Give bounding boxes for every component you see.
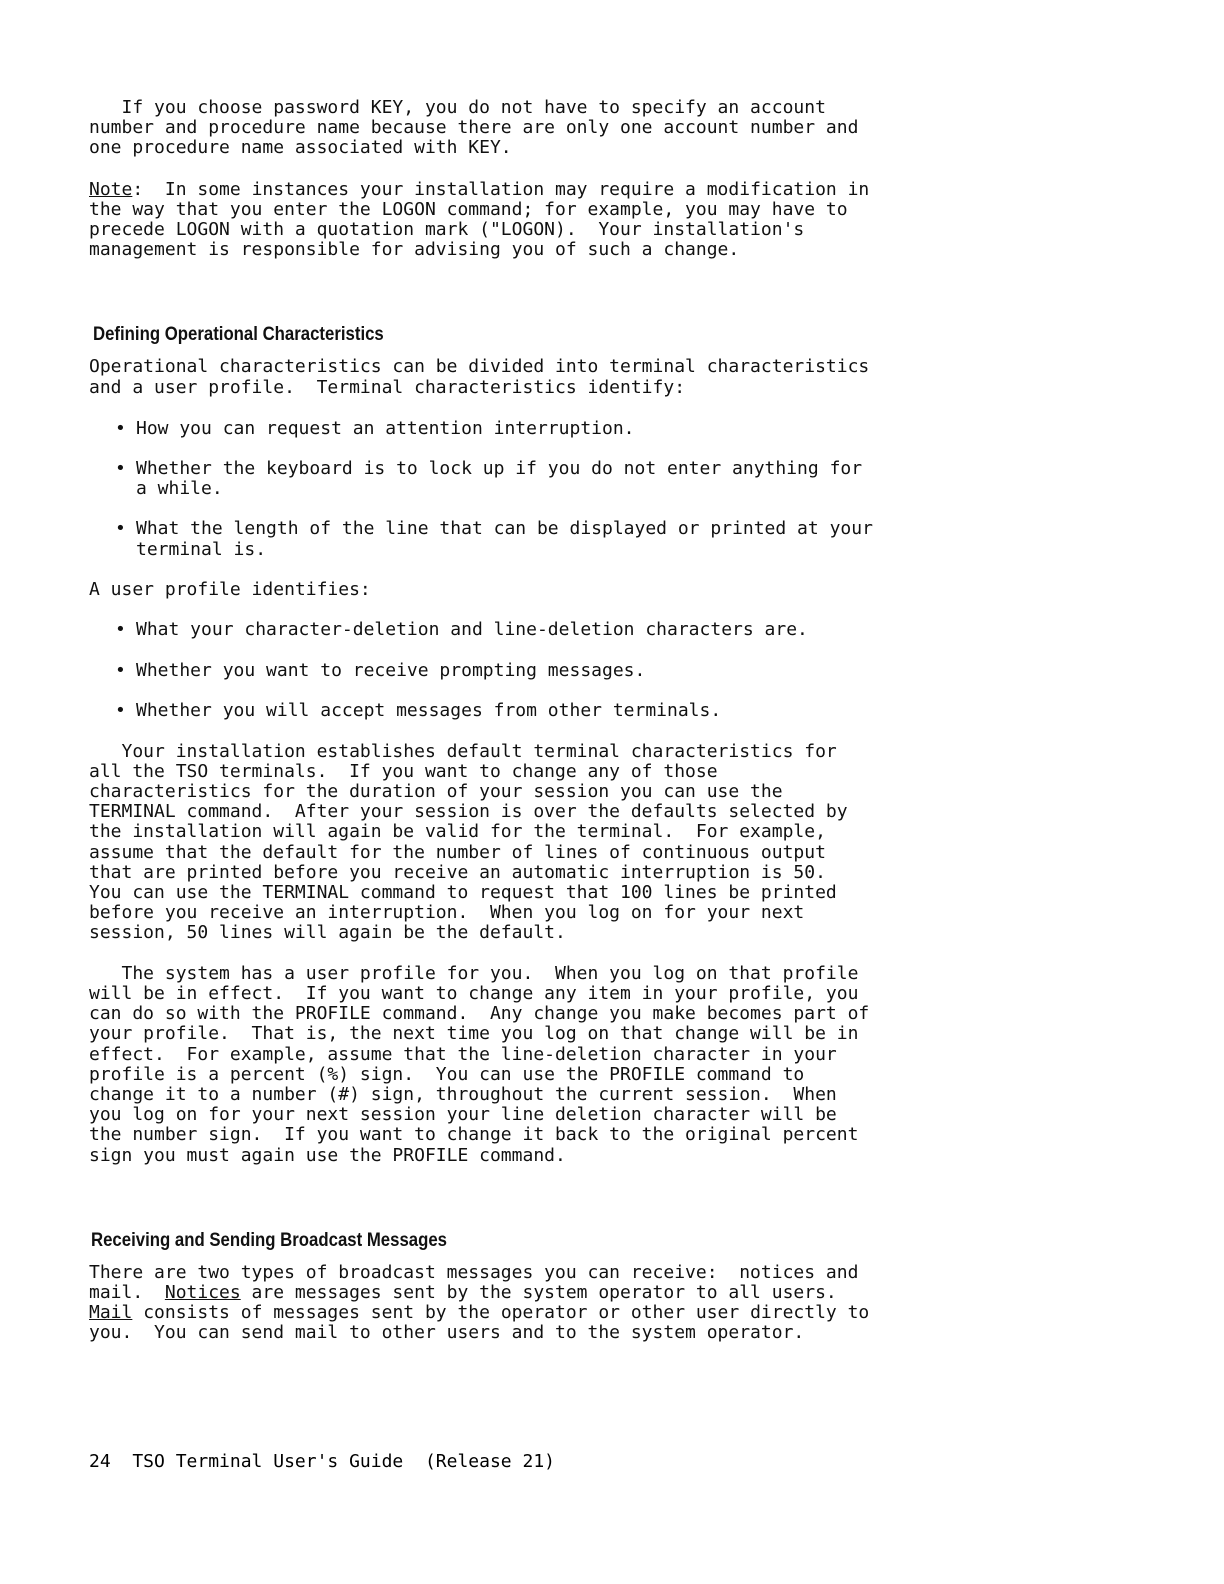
- list-item: • How you can request an attention interruption.: [115, 417, 635, 439]
- profile-paragraph: [89, 964, 969, 1166]
- text-line: TERMINAL command. After your session is over the defaults selected by: [89, 801, 848, 823]
- text-line: profile is a percent (%) sign. You can use the PROFILE command to: [89, 1063, 805, 1085]
- bullet-icon: •: [115, 518, 126, 540]
- list-item: • Whether you want to receive prompting messages.: [115, 660, 646, 682]
- term-notices: Notices: [164, 1281, 241, 1303]
- bullet-icon: •: [115, 417, 126, 439]
- text-line: change it to a number (#) sign, throughout the current session. When: [89, 1083, 837, 1105]
- list-item: • Whether you will accept messages from other terminals.: [115, 700, 722, 722]
- terminal-characteristics-list: [89, 419, 969, 560]
- profile-intro: A user profile identifies:: [89, 578, 371, 600]
- text-line: There are two types of broadcast messages you can receive: notices and: [89, 1261, 859, 1283]
- text-line: your profile. That is, the next time you log on that change will be in: [89, 1023, 859, 1045]
- text-line: the way that you enter the LOGON command; for example, you may have to: [89, 198, 848, 220]
- text-line: characteristics for the duration of your session you can use the: [89, 781, 783, 803]
- text-line: You can use the TERMINAL command to request that 100 lines be printed: [89, 882, 837, 904]
- text-line: mail. Notices are messages sent by the system operator to all users.: [89, 1281, 837, 1303]
- bullet-icon: •: [115, 458, 126, 480]
- bullet-icon: •: [115, 619, 126, 641]
- terminal-paragraph: [89, 742, 969, 944]
- list-item: • Whether the keyboard is to lock up if you do not enter anything for a while.: [115, 458, 863, 500]
- text-line: that are printed before you receive an automatic interruption is 50.: [89, 861, 826, 883]
- term-mail: Mail: [89, 1302, 133, 1324]
- text-line: will be in effect. If you want to change any item in your profile, you: [89, 982, 859, 1004]
- bullet-icon: •: [115, 660, 126, 682]
- section1-intro: [89, 357, 969, 397]
- text-line: number and procedure name because there are only one account number and: [89, 117, 859, 139]
- note-paragraph: [89, 180, 969, 261]
- text-line: and a user profile. Terminal characteristics identify:: [89, 376, 686, 398]
- document-page: [89, 98, 969, 1344]
- text-line: you log on for your next session your line deletion character will be: [89, 1104, 837, 1126]
- text-line: one procedure name associated with KEY.: [89, 137, 512, 159]
- text-line: sign you must again use the PROFILE command.: [89, 1144, 566, 1166]
- bullet-icon: •: [115, 700, 126, 722]
- section-heading-broadcast: Receiving and Sending Broadcast Messages: [91, 1228, 448, 1251]
- text-line: effect. For example, assume that the line-deletion character in your: [89, 1043, 837, 1065]
- list-item: • What the length of the line that can be displayed or printed at your terminal is.: [115, 518, 873, 560]
- text-line: Your installation establishes default terminal characteristics for: [89, 740, 837, 762]
- text-line: Mail consists of messages sent by the operator or other user directly to: [89, 1302, 870, 1324]
- text-line: precede LOGON with a quotation mark ("LOGON). Your installation's: [89, 219, 805, 241]
- text-line: the installation will again be valid for the terminal. For example,: [89, 821, 826, 843]
- broadcast-paragraph: [89, 1263, 969, 1344]
- note-text: : In some instances your installation may require a modification in: [132, 178, 870, 200]
- user-profile-list: [89, 620, 969, 722]
- text-line: the number sign. If you want to change it back to the original percent: [89, 1124, 859, 1146]
- text-line: assume that the default for the number of lines of continuous output: [89, 841, 826, 863]
- text-line: The system has a user profile for you. When you log on that profile: [89, 962, 859, 984]
- text-line: Operational characteristics can be divided into terminal characteristics: [89, 356, 870, 378]
- text-line: If you choose password KEY, you do not have to specify an account: [89, 97, 826, 118]
- text-line: [89, 180, 969, 200]
- text-line: you. You can send mail to other users and to the system operator.: [89, 1322, 805, 1344]
- text-line: management is responsible for advising you of such a change.: [89, 239, 740, 261]
- note-label: Note: [89, 178, 133, 200]
- text-line: can do so with the PROFILE command. Any change you make becomes part of: [89, 1003, 870, 1025]
- section-heading-operational: Defining Operational Characteristics: [93, 323, 384, 346]
- text-line: all the TSO terminals. If you want to change any of those: [89, 760, 718, 782]
- text-line: before you receive an interruption. When you log on for your next: [89, 902, 805, 924]
- list-item: • What your character-deletion and line-deletion characters are.: [115, 619, 808, 641]
- intro-paragraph: [89, 98, 969, 159]
- page-footer: 24 TSO Terminal User's Guide (Release 21): [89, 1451, 555, 1472]
- text-line: session, 50 lines will again be the default.: [89, 922, 566, 944]
